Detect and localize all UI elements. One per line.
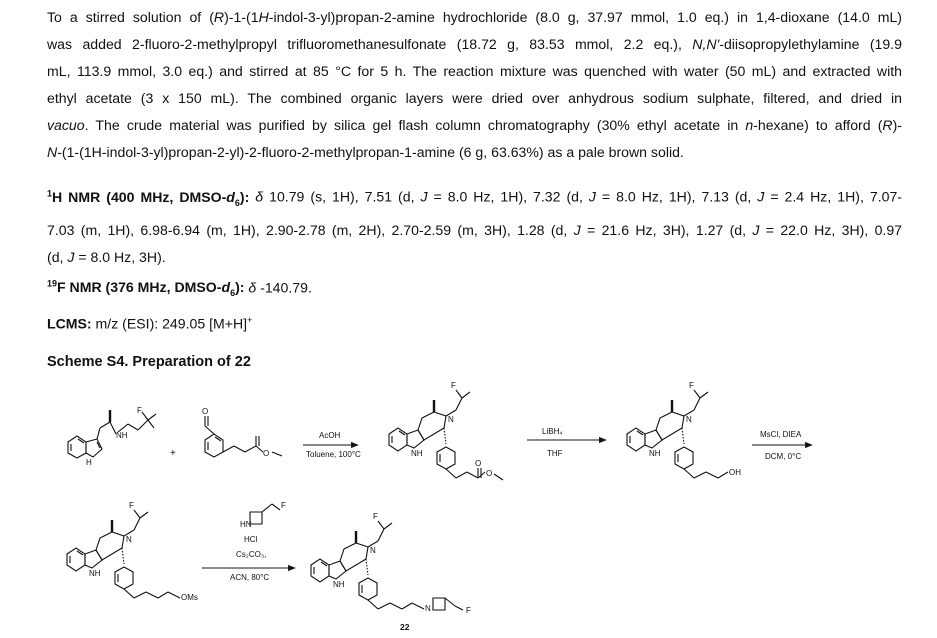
- procedure-line-3: mL, 113.9 mmol, 3.0 eq.) and stirred at 85 °C for 5 h. The reaction mixture was quenched with water (50 mL) and extracted with: [47, 63, 902, 79]
- h1-nmr-line-2: 7.03 (m, 1H), 6.98-6.94 (m, 1H), 2.90-2.78 (m, 2H), 2.70-2.59 (m, 3H), 1.28 (d, J = 21.6 Hz, 3H), 1.27 (d, J = 22.0 Hz, 3H), 0.97: [47, 221, 902, 238]
- atom-label: N: [370, 546, 376, 555]
- atom-label: F: [137, 406, 142, 415]
- atom-label: F: [281, 501, 286, 510]
- step3-reagent: MsCl, DIEA: [760, 430, 802, 439]
- intermediate-carboline-alcohol: [627, 390, 728, 478]
- atom-label: F: [466, 606, 471, 615]
- step1-reagent: AcOH: [319, 431, 341, 440]
- step4-base: Cs₂CO₃,: [236, 550, 267, 559]
- characterization-data: [47, 180, 902, 338]
- atom-label: N: [448, 415, 454, 424]
- atom-label: OMs: [181, 593, 198, 602]
- atom-label: H: [86, 458, 92, 467]
- atom-label: N: [686, 415, 692, 424]
- h1-nmr-line-1: $^1$H NMR (400 MHz, DMSO-$d_6$): δ 10.79 (s, 1H), 7.51 (d, J = 8.0 Hz, 1H), 7.32 (d, J = 8.0 Hz, 1H), 7.13 (d, J = 2.4 Hz, 1H), 7.07-: [47, 188, 902, 208]
- intermediate-carboline-ester: [389, 390, 503, 480]
- scheme-heading: Scheme S4. Preparation of 22: [47, 354, 251, 370]
- atom-label: NH: [649, 449, 661, 458]
- procedure-paragraph: [47, 4, 902, 166]
- atom-label: O: [202, 407, 209, 416]
- step2-solvent: THF: [547, 449, 563, 458]
- atom-label: F: [451, 381, 456, 390]
- atom-label: NH: [333, 580, 345, 589]
- lcms-line: LCMS: m/z (ESI): 249.05 [M+H]+: [47, 315, 253, 332]
- atom-label: N: [126, 535, 132, 544]
- atom-label: F: [689, 381, 694, 390]
- compound-number: 22: [400, 622, 410, 632]
- atom-label: N: [425, 604, 431, 613]
- step2-reagent: LiBH₄: [542, 427, 563, 436]
- atom-label: O: [486, 469, 493, 478]
- plus-sign: +: [170, 448, 176, 459]
- product-22: [311, 521, 463, 610]
- atom-label: NH: [411, 449, 423, 458]
- atom-label: F: [129, 501, 134, 510]
- f19-nmr-line: $^{19}$F NMR (376 MHz, DMSO-$d_6$): δ -140.79.: [47, 278, 312, 298]
- atom-label: F: [373, 512, 378, 521]
- reaction-scheme: [0, 380, 937, 638]
- reagent-azetidine: [250, 504, 280, 524]
- atom-label: NH: [89, 569, 101, 578]
- atom-label: NH: [116, 431, 128, 440]
- atom-label: O: [475, 459, 482, 468]
- atom-label: HN: [240, 520, 252, 529]
- atom-label: OH: [729, 468, 741, 477]
- reagent-hcl: HCl: [244, 535, 258, 544]
- procedure-line-2: was added 2-fluoro-2-methylpropyl trifluoromethanesulfonate (18.72 g, 83.53 mmol, 2.2 eq.), N,N'-diisopropylethylamine (19.9: [47, 36, 902, 52]
- procedure-line-6: N-(1-(1H-indol-3-yl)propan-2-yl)-2-fluoro-2-methylpropan-1-amine (6 g, 63.63%) as a pale brown solid.: [47, 144, 684, 160]
- starting-material-aldehyde-ester: [205, 416, 282, 457]
- f19-nmr-label: $^{19}$F NMR (376 MHz, DMSO-$d_6$):: [47, 278, 245, 298]
- starting-material-indole-amine: [68, 410, 156, 458]
- procedure-line-5: vacuo. The crude material was purified by silica gel flash column chromatography (30% ethyl acetate in n-hexane) to afford (R)-: [47, 117, 902, 133]
- lcms-label: LCMS:: [47, 315, 92, 332]
- step4-conditions: ACN, 80°C: [230, 573, 270, 582]
- h1-nmr-line-3: (d, J = 8.0 Hz, 3H).: [47, 248, 166, 265]
- intermediate-carboline-mesylate: [67, 510, 180, 598]
- step3-conditions: DCM, 0°C: [765, 452, 802, 461]
- procedure-line-1: To a stirred solution of (R)-1-(1H-indol-3-yl)propan-2-amine hydrochloride (8.0 g, 37.97 mmol, 1.0 eq.) in 1,4-dioxane (14.0 mL): [47, 9, 903, 25]
- step1-conditions: Toluene, 100°C: [306, 450, 361, 459]
- atom-label: O: [263, 449, 270, 458]
- procedure-line-4: ethyl acetate (3 x 150 mL). The combined organic layers were dried over anhydrous sodium sulphate, filtered, and dried in: [47, 90, 902, 106]
- h1-nmr-label: $^1$H NMR (400 MHz, DMSO-$d_6$):: [47, 188, 250, 208]
